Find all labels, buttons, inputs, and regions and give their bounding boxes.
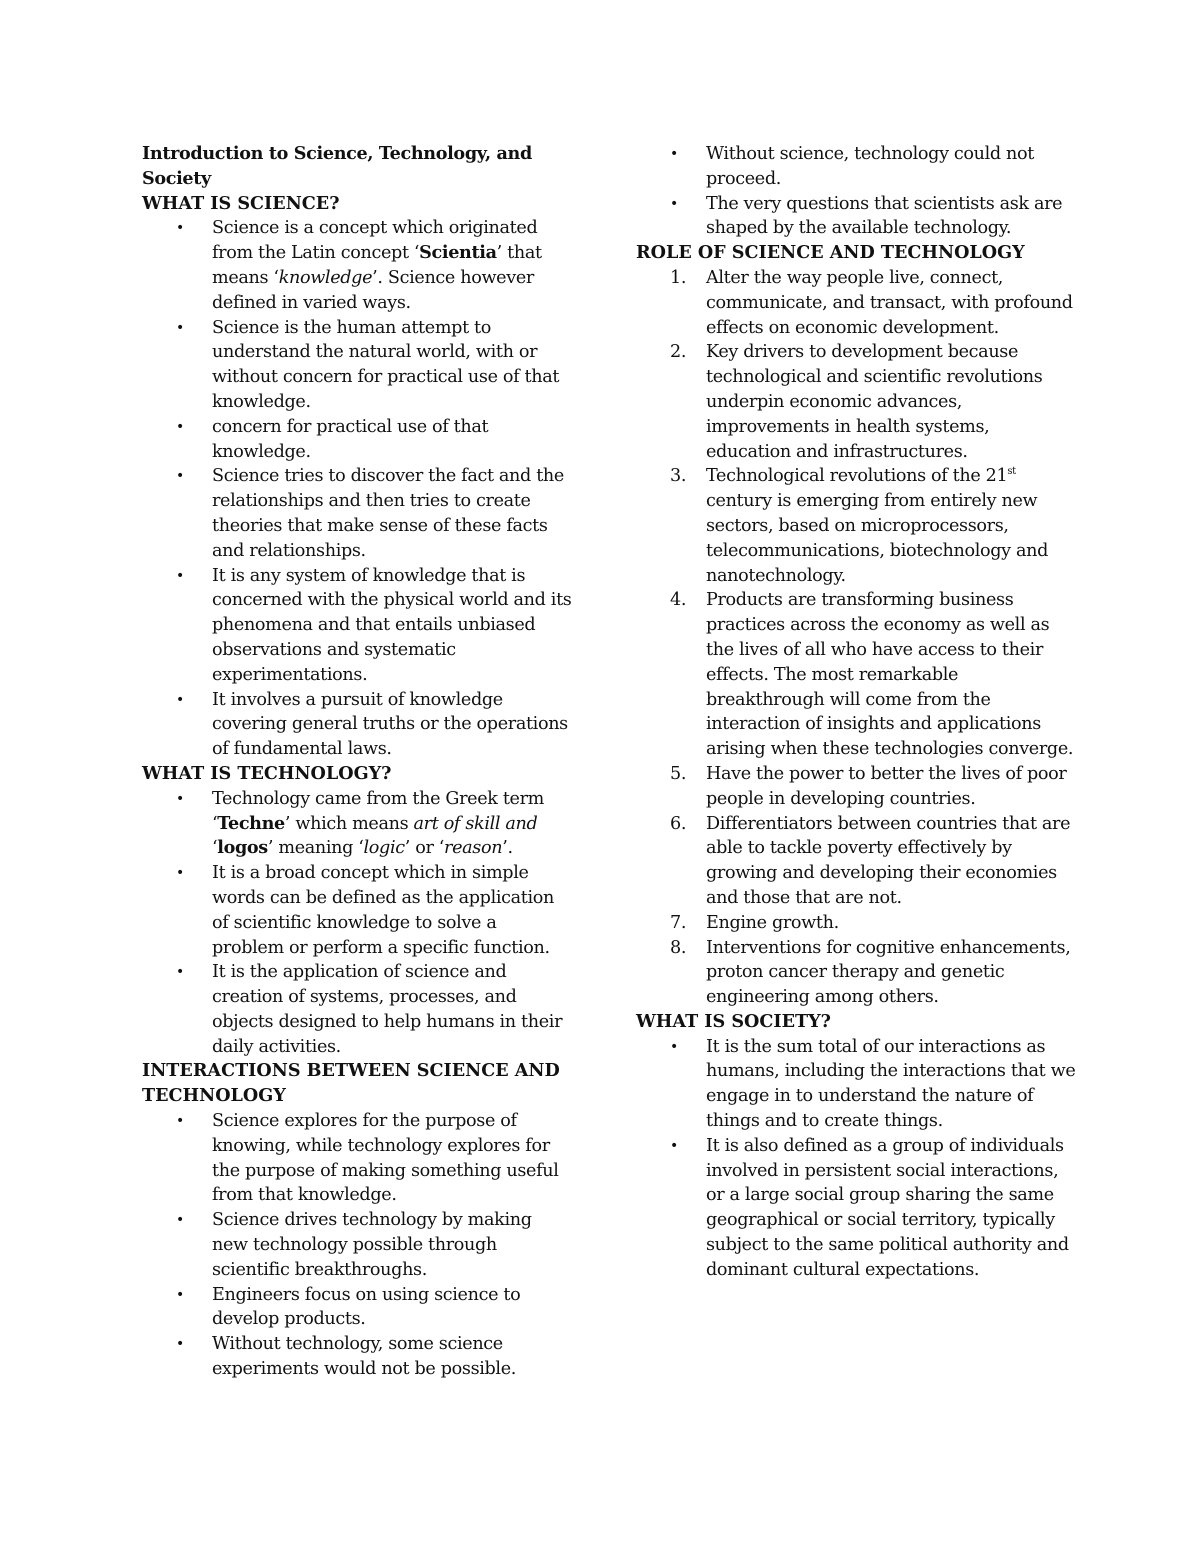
list-number: 2. <box>670 342 687 363</box>
list-item: 6. Differentiators between countries that are able to tackle poverty effectively by growing and developing their economies and those that are not. <box>670 813 1071 908</box>
bullet-icon: • <box>670 1137 678 1154</box>
interactions-list-part1 <box>142 1109 572 1382</box>
right-column <box>636 142 1076 1283</box>
bullet-icon: • <box>176 1336 184 1353</box>
list-item: • It involves a pursuit of knowledge covering general truths or the operations of fundamental laws. <box>176 689 568 760</box>
bullet-icon: • <box>176 418 184 435</box>
term-knowledge: knowledge <box>278 267 373 288</box>
bullet-icon: • <box>176 790 184 807</box>
bullet-icon: • <box>176 691 184 708</box>
list-number: 4. <box>670 590 687 611</box>
list-item: • Engineers focus on using science to develop products. <box>176 1284 521 1330</box>
list-item: • Science explores for the purpose of knowing, while technology explores for the purpose of making something useful from that knowledge. <box>176 1111 559 1206</box>
bullet-icon: • <box>176 1212 184 1229</box>
list-item: 5. Have the power to better the lives of poor people in developing countries. <box>670 763 1067 809</box>
list-item: 7. Engine growth. <box>636 911 1076 936</box>
list-item: • concern for practical use of that knowledge. <box>176 416 489 462</box>
list-item: • Technology came from the Greek term ‘Techne’ which means art of skill and ‘logos’ meaning ‘logic’ or ‘reason’. <box>176 788 544 859</box>
list-item: 1. Alter the way people live, connect, communicate, and transact, with profound effects on economic development. <box>670 267 1073 338</box>
list-item: • Without science, technology could not proceed. <box>670 144 1034 189</box>
list-item: • It is also defined as a group of individuals involved in persistent social interactions, or a large social group sharing the same geographical or social territory, typically subject to the same political authority and dominant cultural expectations. <box>670 1135 1069 1280</box>
bullet-icon: • <box>176 964 184 981</box>
superscript: st <box>1007 466 1016 478</box>
left-column <box>142 142 572 1382</box>
list-item: • It is the sum total of our interactions as humans, including the interactions that we engage in to understand the nature of things and to create things. <box>670 1036 1076 1132</box>
science-list <box>142 216 572 762</box>
role-list <box>636 266 1076 1010</box>
heading-interactions: INTERACTIONS BETWEEN SCIENCE AND TECHNOLOGY <box>142 1060 560 1107</box>
heading-what-is-science: WHAT IS SCIENCE? <box>142 192 340 214</box>
term-art-of-skill: art of skill and <box>413 813 538 834</box>
list-item: 8. Interventions for cognitive enhancements, proton cancer therapy and genetic engineering among others. <box>670 937 1071 1008</box>
term-reason: reason <box>444 838 503 859</box>
list-item: • Science drives technology by making new technology possible through scientific breakthroughs. <box>176 1210 532 1280</box>
list-number: 6. <box>670 813 687 834</box>
bullet-icon: • <box>670 1038 678 1055</box>
list-item: • Without technology, some science experiments would not be possible. <box>176 1334 517 1380</box>
list-number: 8. <box>670 937 687 958</box>
list-item: • It is a broad concept which in simple words can be defined as the application of scientific knowledge to solve a problem or perform a specific function. <box>176 863 554 958</box>
list-item: • It is the application of science and creation of systems, processes, and objects designed to help humans in their daily activities. <box>176 962 563 1057</box>
list-item: • Science is the human attempt to understand the natural world, with or without concern for practical use of that knowledge. <box>176 317 560 412</box>
bullet-icon: • <box>670 146 678 162</box>
list-number: 5. <box>670 763 687 784</box>
bullet-icon: • <box>176 1113 184 1130</box>
bullet-icon: • <box>176 567 184 584</box>
bullet-icon: • <box>176 1286 184 1303</box>
heading-role: ROLE OF SCIENCE AND TECHNOLOGY <box>636 242 1025 264</box>
bullet-icon: • <box>176 865 184 882</box>
list-number: 3. <box>670 466 687 487</box>
list-item: • Science tries to discover the fact and the relationships and then tries to create theories that make sense of these facts and relationships. <box>176 466 564 561</box>
list-item: • Science is a concept which originated from the Latin concept ‘Scientia’ that means ‘knowledge’. Science however defined in varied ways. <box>176 218 542 313</box>
list-number: 1. <box>670 267 687 288</box>
list-item: • It is any system of knowledge that is concerned with the physical world and its phenomena and that entails unbiased observations and systematic experimentations. <box>176 565 572 685</box>
list-item: • The very questions that scientists ask are shaped by the available technology. <box>670 193 1063 239</box>
list-number: 7. <box>670 912 687 933</box>
heading-what-is-society: WHAT IS SOCIETY? <box>636 1010 831 1032</box>
interactions-list-part2 <box>636 142 1076 241</box>
bullet-icon: • <box>670 195 678 212</box>
list-item: 4. Products are transforming business practices across the economy as well as the lives of all who have access to their effects. The most remarkable breakthrough will come from the interaction of insights and applications arising when these technologies converge. <box>670 590 1074 760</box>
heading-what-is-technology: WHAT IS TECHNOLOGY? <box>142 762 392 784</box>
list-item: 2. Key drivers to development because technological and scientific revolutions underpin economic advances, improvements in health systems, education and infrastructures. <box>670 342 1043 462</box>
document-title: Introduction to Science, Technology, and Society <box>142 143 532 189</box>
bullet-icon: • <box>176 468 184 485</box>
term-logos: logos <box>217 837 268 859</box>
technology-list <box>142 787 572 1060</box>
bullet-icon: • <box>176 220 184 237</box>
bullet-icon: • <box>176 319 184 336</box>
society-list <box>636 1035 1076 1283</box>
term-scientia: Scientia <box>419 242 497 264</box>
term-logic: logic <box>363 838 405 859</box>
list-item: 3. Technological revolutions of the 21st century is emerging from entirely new sectors, based on microprocessors, telecommunications, biotechnology and nanotechnology. <box>670 466 1049 586</box>
term-techne: Techne <box>217 812 285 834</box>
